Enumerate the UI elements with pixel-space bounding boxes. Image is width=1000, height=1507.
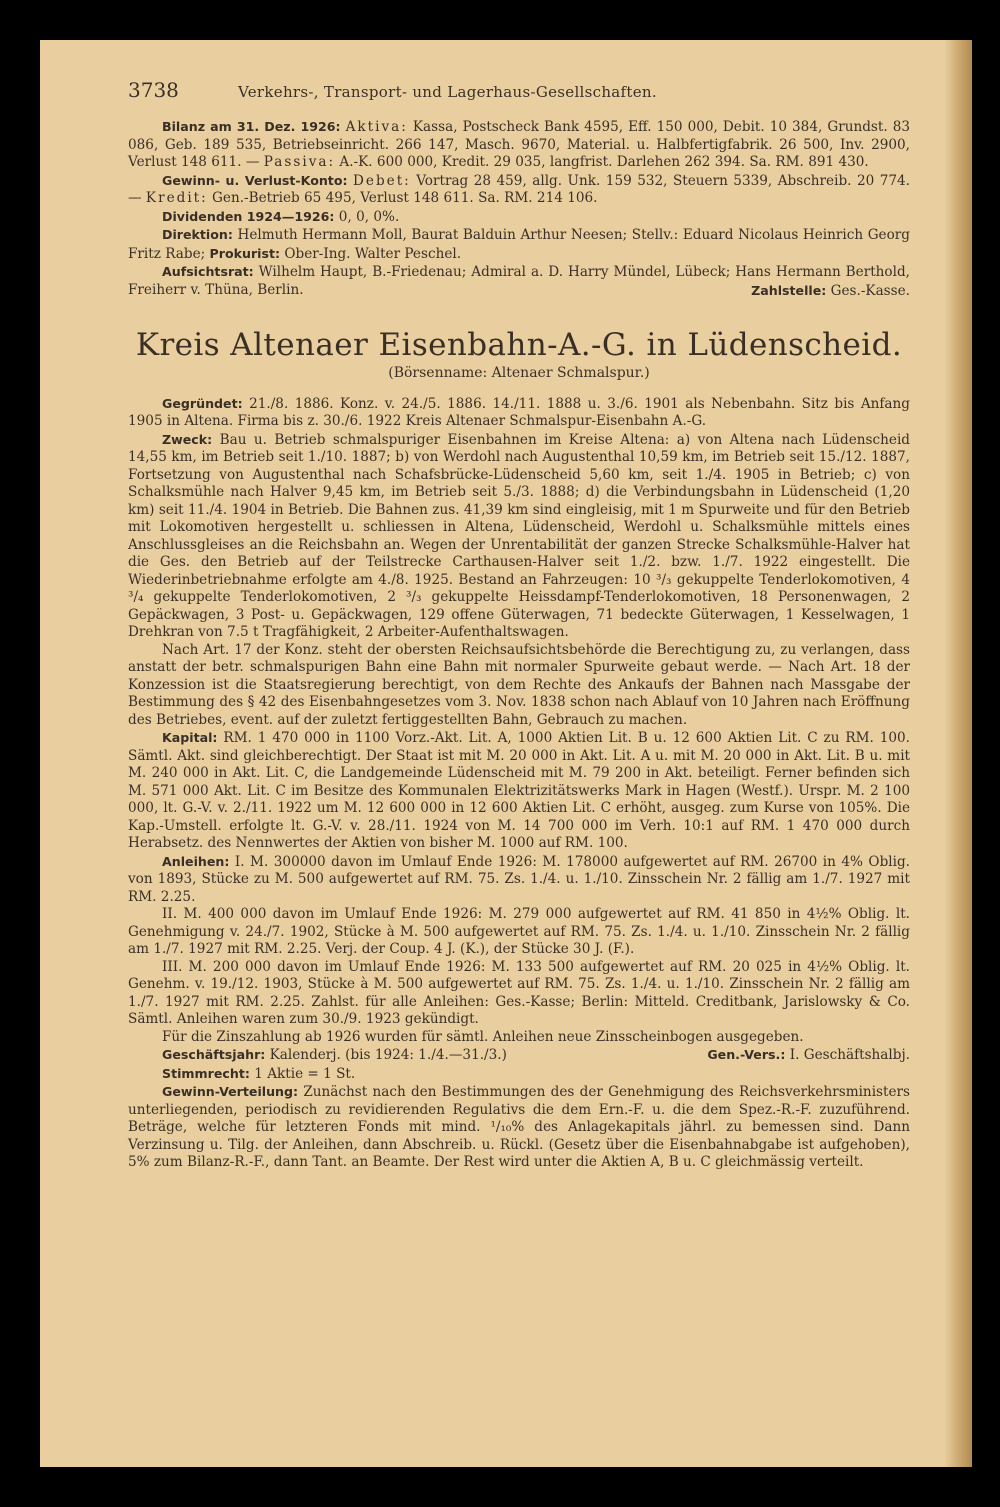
guv-paragraph xyxy=(128,172,910,208)
zahlstelle-text: Ges.-Kasse. xyxy=(830,282,910,299)
guv-debet-text: Vortrag 28 459, allg. Unk. 159 532, Steuern 5339, Abschreib. 20 774. — xyxy=(128,172,910,206)
anleihen-paragraph-3: III. M. 200 000 davon im Umlauf Ende 1926: M. 133 500 aufgewertet auf RM. 20 025 in 4½% Oblig. lt. Genehm. v. 19./12. 1903, Stücke à M. 500 aufgewertet auf RM. 75. Zs. 1./4. u. 1./10. Zinsschein Nr. 2 fällig am 1./7. 1927 mit RM. 2.25. Zahlst. für alle Anleihen: Ges.-Kasse; Berlin: Mitteld. Creditbank, Jarislowsky & Co. Sämtl. Anleihen waren zum 30./9. 1923 gekündigt. xyxy=(128,958,910,1027)
gewinn-verteilung-paragraph xyxy=(128,1083,910,1172)
kredit-label: Kredit: xyxy=(145,190,208,206)
page-header xyxy=(128,78,910,104)
geschaeftsjahr-text: Kalenderj. (bis 1924: 1./4.—31./3.) xyxy=(269,1047,507,1063)
guv-label: Gewinn- u. Verlust-Konto: xyxy=(162,172,348,188)
aktiva-label: Aktiva: xyxy=(345,119,408,135)
bilanz-label: Bilanz am 31. Dez. 1926: xyxy=(162,119,341,134)
direktion-text: Helmuth Hermann Moll, Baurat Balduin Arthur Neesen; Stellv.: Eduard Nicolaus Heinrich Georg Fritz Rabe; xyxy=(128,227,910,262)
direktion-paragraph xyxy=(128,226,910,263)
page-content xyxy=(128,78,910,1172)
anleihen-paragraph-2: II. M. 400 000 davon im Umlauf Ende 1926: M. 279 000 aufgewertet auf RM. 41 850 in 4½% Oblig. lt. Genehmigung v. 24./7. 1902, Stücke à M. 500 aufgewertet auf RM. 75. Zs. 1./4. u. 1./10. Zinsschein Nr. 2 fällig am 1./7. 1927 mit RM. 2.25. Verj. der Coup. 4 J. (K.), der Stücke 30 J. (F.). xyxy=(128,906,910,957)
anleihen-paragraph-1 xyxy=(128,853,910,907)
bilanz-passiva-text: A.-K. 600 000, Kredit. 29 035, langfrist. Darlehen 262 394. Sa. RM. 891 430. xyxy=(339,154,869,170)
zahlstelle-label: Zahlstelle: xyxy=(751,282,827,298)
gen-vers xyxy=(673,1046,910,1065)
gewinn-verteilung-label: Gewinn-Verteilung: xyxy=(162,1084,299,1099)
zweck-label: Zweck: xyxy=(162,431,213,447)
gegruendet-label: Gegründet: xyxy=(162,395,243,411)
konzession-paragraph: Nach Art. 17 der Konz. steht der obersten Reichsaufsichtsbehörde die Berechtigung zu, zu verlangen, dass anstatt der betr. schmalspurigen Bahn eine Bahn mit normaler Spurweite gebaut werde. — Nach Art. 18 der Konzession ist die Staatsregierung berechtigt, von dem Rechte des Ankaufs der Bahnen nach Massgabe der Bestimmung des § 42 des Eisenbahngesetzes vom 3. Nov. 1838 schon nach Ablauf von 10 Jahren nach Eröffnung des Betriebes, event. auf der zuletzt fertiggestellten Bahn, Gebrauch zu machen. xyxy=(128,641,910,728)
zinszahlung-paragraph: Für die Zinszahlung ab 1926 wurden für sämtl. Anleihen neue Zinsscheinbogen ausgegeben. xyxy=(162,1028,804,1045)
company-title: Kreis Altenaer Eisenbahn-A.-G. in Lüdenscheid. xyxy=(135,327,903,363)
kapital-text: RM. 1 470 000 in 1100 Vorz.-Akt. Lit. A, 1000 Aktien Lit. B u. 12 600 Aktien Lit. C zu RM. 100. Sämtl. Akt. sind gleichberechtigt. Der Staat ist mit M. 20 000 in Akt. Lit. A u. mit M. 20 000 in Akt. Lit. B u. mit M. 240 000 in Akt. Lit. C, die Landgemeinde Lüdenscheid mit M. 79 200 in Akt. beteiligt. Ferner befinden sich M. 571 000 Akt. Lit. C im Besitze des Kommunalen Elektrizitätswerks Mark in Hagen (Westf.). Urspr. M. 2 100 000, lt. G.-V. v. 2./11. 1922 um M. 12 600 000 in 12 600 Aktien Lit. C erhöht, ausgeg. zum Kurse von 105%. Die Kap.-Umstell. erfolgte lt. G.-V. v. 28./11. 1924 von M. 14 700 000 im Verh. 10:1 auf RM. 1 470 000 durch Herabsetz. des Nennwertes der Aktien von bisher M. 1000 auf RM. 100. xyxy=(128,730,910,851)
gewinn-verteilung-text: Zunächst nach den Bestimmungen des der Genehmigung des Reichsverkehrsministers unterliegenden, periodisch zu revidierenden Regulativs die dem Ern.-F. u. die dem Spez.-R.-F. zuzuführend. Beträge, welche für letzteren Fonds mit mind. ¹/₁₀% des Anlagekapitals jährl. zu bemessen sind. Dann Verzinsung u. Tilg. der Anleihen, dann Abschreib. u. Rückl. (Gesetz über die Eisenbahnabgabe ist aufgehoben), 5% zum Bilanz-R.-F., dann Tant. an Beamte. Der Rest wird unter die Aktien A, B u. C gleichmässig verteilt. xyxy=(128,1084,910,1170)
prokurist-label: Prokurist: xyxy=(209,245,281,261)
aufsichtsrat-label: Aufsichtsrat: xyxy=(162,264,254,279)
kapital-label: Kapital: xyxy=(162,730,218,745)
geschaeftsjahr-paragraph xyxy=(128,1046,910,1065)
stimmrecht-label: Stimmrecht: xyxy=(162,1065,250,1081)
dividenden-label: Dividenden 1924—1926: xyxy=(162,208,335,224)
page-number: 3738 xyxy=(128,78,179,102)
page-spine-shadow xyxy=(944,40,972,1467)
scanned-page xyxy=(40,40,972,1467)
passiva-label: Passiva: xyxy=(263,154,336,170)
dividenden-paragraph xyxy=(128,208,910,227)
debet-label: Debet: xyxy=(353,172,411,189)
bilanz-aktiva-text: Kassa, Postscheck Bank 4595, Eff. 150 000, Debit. 10 384, Grundst. 83 086, Geb. 189 535, Betriebseinricht. 266 147, Masch. 9670, Material. u. Halbfertigfabrik. 26 500, Inv. 2900, Verlust 148 611. — xyxy=(128,119,910,170)
direktion-label: Direktion: xyxy=(162,227,233,242)
anleihen-label: Anleihen: xyxy=(162,853,230,869)
aufsichtsrat-paragraph xyxy=(128,263,910,299)
aufsichtsrat-text: Wilhelm Haupt, B.-Friedenau; Admiral a. D. Harry Mündel, Lübeck; Hans Hermann Berthold, Freiherr v. Thüna, Berlin. xyxy=(128,264,910,298)
running-title: Verkehrs-, Transport- und Lagerhaus-Gesellschaften. xyxy=(238,83,657,101)
kapital-paragraph xyxy=(128,729,910,853)
stimmrecht-text: 1 Aktie = 1 St. xyxy=(254,1065,356,1082)
boersenname: (Börsenname: Altenaer Schmalspur.) xyxy=(388,365,650,381)
geschaeftsjahr-label: Geschäftsjahr: xyxy=(162,1047,266,1062)
stimmrecht-paragraph xyxy=(128,1065,910,1084)
gegruendet-text: 21./8. 1886. Konz. v. 24./5. 1886. 14./11. 1888 u. 3./6. 1901 als Nebenbahn. Sitz bis Anfang 1905 in Altena. Firma bis z. 30./6. 1922 Kreis Altenaer Schmalspur-Eisenbahn A.-G. xyxy=(128,395,910,429)
genvers-text: I. Geschäftshalbj. xyxy=(789,1047,910,1063)
bilanz-paragraph xyxy=(128,118,910,172)
zweck-paragraph xyxy=(128,431,910,642)
zweck-text: Bau u. Betrieb schmalspuriger Eisenbahnen im Kreise Altena: a) von Altena nach Lüdenscheid 14,55 km, im Betrieb seit 1./10. 1887; b) von Werdohl nach Augustenthal 10,59 km, im Betrieb seit 15./12. 1887, Fortsetzung von Augustenthal nach Schafsbrücke-Lüdenscheid 5,60 km, seit 1./4. 1905 in Betrieb; c) von Schalksmühle nach Halver 9,45 km, im Betrieb seit 5./3. 1888; d) die Verbindungsbahn in Lüdenscheid (1,20 km) seit 11./4. 1904 in Betrieb. Die Bahnen zus. 41,39 km sind eingleisig, mit 1 m Spurweite und für den Betrieb mit Lokomotiven hergestellt u. schliessen in Altena, Lüdenscheid, Werdohl u. Schalksmühle mittels eines Anschlussgleises an die Reichsbahn an. Wegen der Unrentabilität der ganzen Strecke Schalksmühle-Halver hat die Ges. den Betrieb auf der Teilstrecke Carthausen-Halver seit 1./2. bzw. 1./7. 1922 eingestellt. Die Wiederinbetriebnahme erfolgte am 4./8. 1925. Bestand an Fahrzeugen: 10 ³/₃ gekuppelte Tenderlokomotiven, 4 ³/₄ gekuppelte Tenderlokomotiven, 2 ³/₃ gekuppelte Heissdampf-Tenderlokomotiven, 18 Personenwagen, 2 Gepäckwagen, 3 Post- u. Gepäckwagen, 129 offene Güterwagen, 71 bedeckte Güterwagen, 1 Kesselwagen, 1 Drehkran von 7.5 t Tragfähigkeit, 2 Arbeiter-Aufenthaltswagen. xyxy=(128,431,911,640)
gegruendet-paragraph xyxy=(128,395,910,431)
genvers-label: Gen.-Vers.: xyxy=(707,1047,786,1062)
anleihen-1-text: I. M. 300000 davon im Umlauf Ende 1926: M. 178000 aufgewertet auf RM. 26700 in 4% Oblig. von 1893, Stücke zu M. 500 aufgewertet auf RM. 75. Zs. 1./4. u. 1./10. Zinsschein Nr. 2 fällig am 1./7. 1927 mit RM. 2.25. xyxy=(128,853,910,905)
prokurist-text: Ober-Ing. Walter Peschel. xyxy=(284,245,462,262)
dividenden-text: 0, 0, 0%. xyxy=(338,208,400,225)
zahlstelle xyxy=(717,282,910,301)
guv-kredit-text: Gen.-Betrieb 65 495, Verlust 148 611. Sa. RM. 214 106. xyxy=(212,190,598,206)
